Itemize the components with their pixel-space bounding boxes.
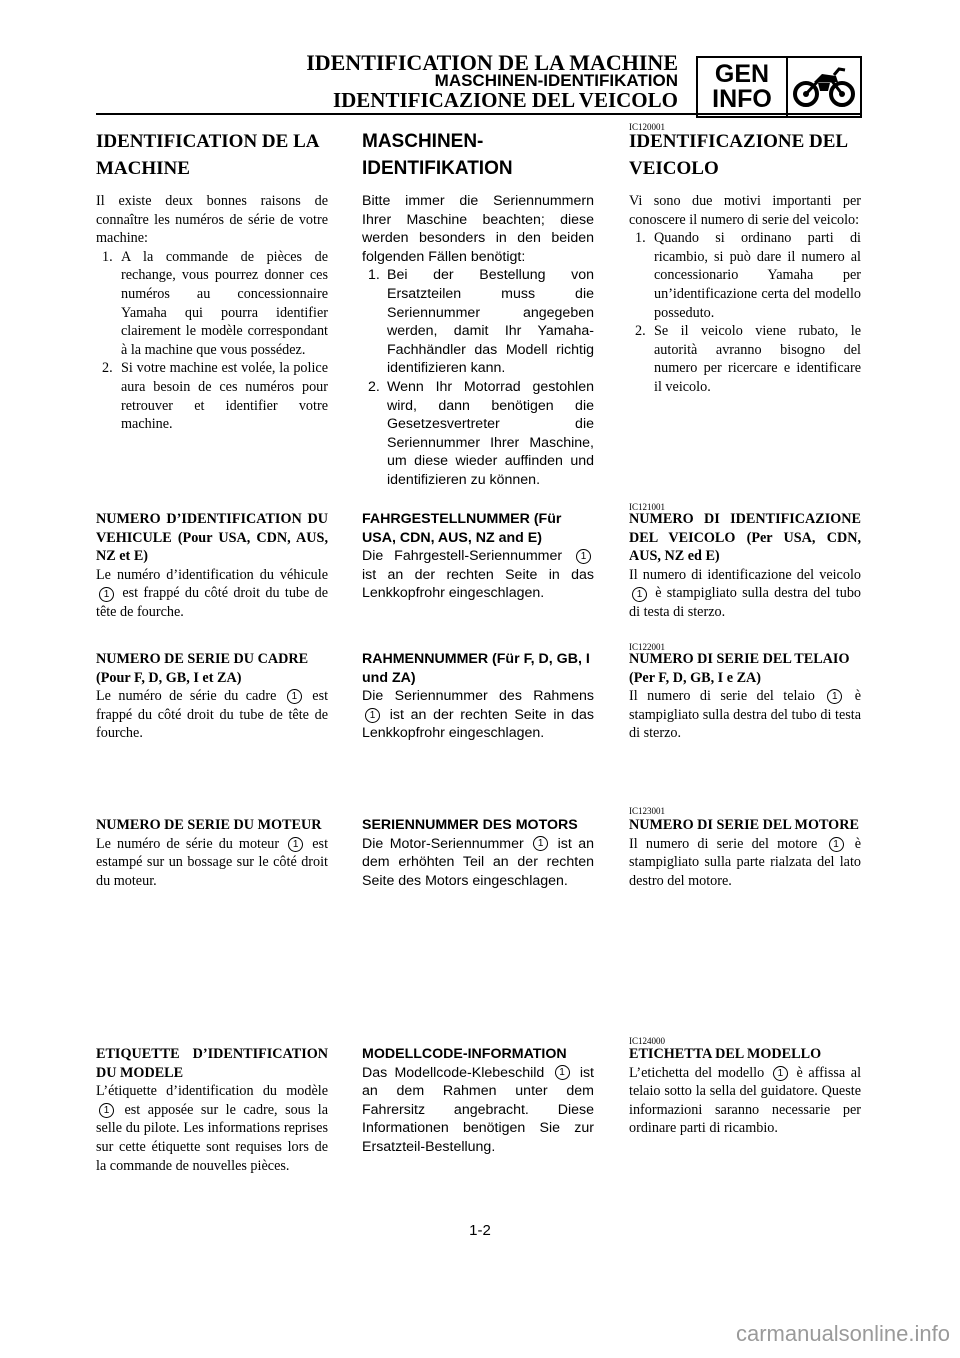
it-frame-section [629,650,861,743]
fr-frame-section [96,650,328,743]
it-reasons-list [629,229,861,396]
fr-engine-text: Le numéro de série du moteur 1 est estampé sur un bossage sur le côté droit du moteur. [96,835,329,889]
de-model-title: MODELLCODE-INFORMATION [362,1046,567,1062]
fr-intro-text: Il existe deux bonnes raisons de connaître les numéros de série de votre machine: [96,193,328,247]
de-frame-section [362,650,594,743]
de-engine-text: Die Motor-Seriennummer 1 ist an dem erhöhten Teil an der rechten Seite des Motors eingeschlagen. [362,835,594,889]
ref-code-engine: IC123001 [629,806,665,816]
fr-vin-text: Le numéro d’identification du véhicule 1 est frappé du côté droit du tube de tête de fourche. [96,566,329,620]
it-intro-text: Vi sono due motivi importanti per conoscere il numero di serie del veicolo: [629,193,861,228]
motorcycle-icon [788,58,860,116]
fr-model-section [96,1045,328,1175]
callout-1: 1 [576,549,591,564]
callout-1: 1 [632,587,647,602]
it-model-text: L’etichetta del modello 1 è affissa al telaio sotto la sella del guidatore. Queste informazioni saranno necessarie per ordinare parti di ricambio. [629,1064,862,1137]
de-vin-section [362,510,594,603]
de-frame-text: Die Seriennummer des Rahmens 1 ist an der rechten Seite in das Lenkkopfrohr eingeschlagen. [362,688,594,742]
it-model-title: ETICHETTA DEL MODELLO [629,1046,822,1062]
callout-1: 1 [827,689,842,704]
it-engine-text: Il numero di serie del motore 1 è stampigliato sulla parte rialzata del lato destro del motore. [629,835,862,889]
de-model-text: Das Modellcode-Klebeschild 1 ist an dem Rahmen unter dem Fahrersitz angebracht. Diese Informationen benötigen Sie zur Ersatzteil-Bestellung. [362,1064,594,1155]
ref-code-vin: IC121001 [629,502,665,512]
watermark: carmanualsonline.info [735,1321,950,1346]
callout-1: 1 [288,837,303,852]
callout-1: 1 [99,587,114,602]
callout-1: 1 [365,708,380,723]
fr-engine-section [96,816,328,890]
callout-1: 1 [773,1066,788,1081]
list-item: 2. Si votre machine est volée, la police aura besoin de ces numéros pour retrouver et identifier votre machine. [102,360,328,433]
callout-1: 1 [287,689,302,704]
de-model-section [362,1045,594,1157]
de-vin-text: Die Fahrgestell-Seriennummer 1 ist an der rechten Seite in das Lenkkopfrohr eingeschlagen. [362,548,594,602]
it-intro-section [629,128,861,397]
de-reasons-list [362,266,594,489]
fr-frame-title: NUMERO DE SERIE DU CADRE (Pour F, D, GB, I et ZA) [96,651,309,686]
ref-code-intro: IC120001 [629,122,665,132]
header-title-de: MASCHINEN-IDENTIFIKATION [434,71,678,90]
callout-1: 1 [533,836,548,851]
page-number: 1-2 [469,1222,491,1239]
list-item: 1. Bei der Bestellung von Ersatzteilen muss die Seriennummer angegeben werden, damit Ihr Yamaha-Fachhändler das Modell richtig identifizieren kann. [368,267,594,377]
it-vin-title: NUMERO DI IDENTIFICAZIONE DEL VEICOLO (Per USA, CDN, AUS, NZ ed E) [629,511,861,565]
it-engine-title: NUMERO DI SERIE DEL MOTORE [629,817,859,833]
de-intro-section [362,128,594,490]
de-intro-text: Bitte immer die Seriennummern Ihrer Maschine beachten; diese werden besonders in den beiden folgenden Fällen benötigt: [362,193,594,265]
callout-1: 1 [99,1103,114,1118]
it-model-section [629,1045,861,1138]
de-engine-title: SERIENNUMMER DES MOTORS [362,817,578,833]
header-title-fr: IDENTIFICATION DE LA MACHINE [306,50,678,75]
list-item: 2. Se il veicolo viene rubato, le autorità avranno bisogno del numero per ricercare e identificare il veicolo. [635,323,861,395]
fr-reasons-list [96,248,328,434]
it-frame-text: Il numero di serie del telaio 1 è stampigliato sulla destra del tubo di testa di sterzo. [629,688,862,742]
callout-1: 1 [555,1065,570,1080]
de-frame-title: RAHMENNUMMER (Für F, D, GB, I und ZA) [362,651,590,686]
de-vin-title: FAHRGESTELLNUMMER (Für USA, CDN, AUS, NZ and E) [362,511,562,546]
list-item: 1. Quando si ordinano parti di ricambio, si può dare il numero al concessionario Yamaha per un’identificazione certa del modello posseduto. [635,230,861,321]
de-title: MASCHINEN-IDENTIFIKATION [362,131,513,179]
it-frame-title: NUMERO DI SERIE DEL TELAIO (Per F, D, GB, I e ZA) [629,651,850,686]
fr-vin-title: NUMERO D’IDENTIFICATION DU VEHICULE (Pour USA, CDN, AUS, NZ et E) [96,511,328,565]
list-item: 2. Wenn Ihr Motorrad gestohlen wird, dann benötigen die Gesetzesvertreter die Seriennummer Ihrer Maschine, um diese wieder auffinden und identifizieren zu können. [368,378,594,488]
fr-model-title: ETIQUETTE D’IDENTIFICATION DU MODELE [96,1046,328,1081]
it-engine-section [629,816,861,890]
fr-frame-text: Le numéro de série du cadre 1 est frappé du côté droit du tube de tête de fourche. [96,688,329,742]
de-engine-section [362,816,594,890]
fr-model-text: L’étiquette d’identification du modèle 1 est apposée sur le cadre, sous la selle du pilote. Les informations reprises sur cette étiquette sont requises lors de la commande de nouvelles pièces. [96,1083,328,1174]
ref-code-model: IC124000 [629,1036,665,1046]
header-title-it: IDENTIFICAZIONE DEL VEICOLO [332,88,678,112]
ref-code-frame: IC122001 [629,642,665,652]
list-item: 1. A la commande de pièces de rechange, vous pourrez donner ces numéros au concessionnaire Yamaha qui pourra identifier clairement le modèle correspondant à la machine que vous possédez. [102,248,328,358]
it-vin-section [629,510,861,622]
section-badge [696,56,862,118]
callout-1: 1 [829,837,844,852]
badge-label-info: INFO [712,85,772,113]
fr-vin-section [96,510,328,622]
it-title: IDENTIFICAZIONE DEL VEICOLO [629,131,848,179]
badge-label-gen: GEN [714,60,770,88]
fr-title: IDENTIFICATION DE LA MACHINE [96,131,319,179]
fr-intro-section [96,128,328,434]
badge-label [698,58,788,116]
fr-engine-title: NUMERO DE SERIE DU MOTEUR [96,817,322,833]
it-vin-text: Il numero di identificazione del veicolo 1 è stampigliato sulla destra del tubo di testa di sterzo. [629,566,862,620]
